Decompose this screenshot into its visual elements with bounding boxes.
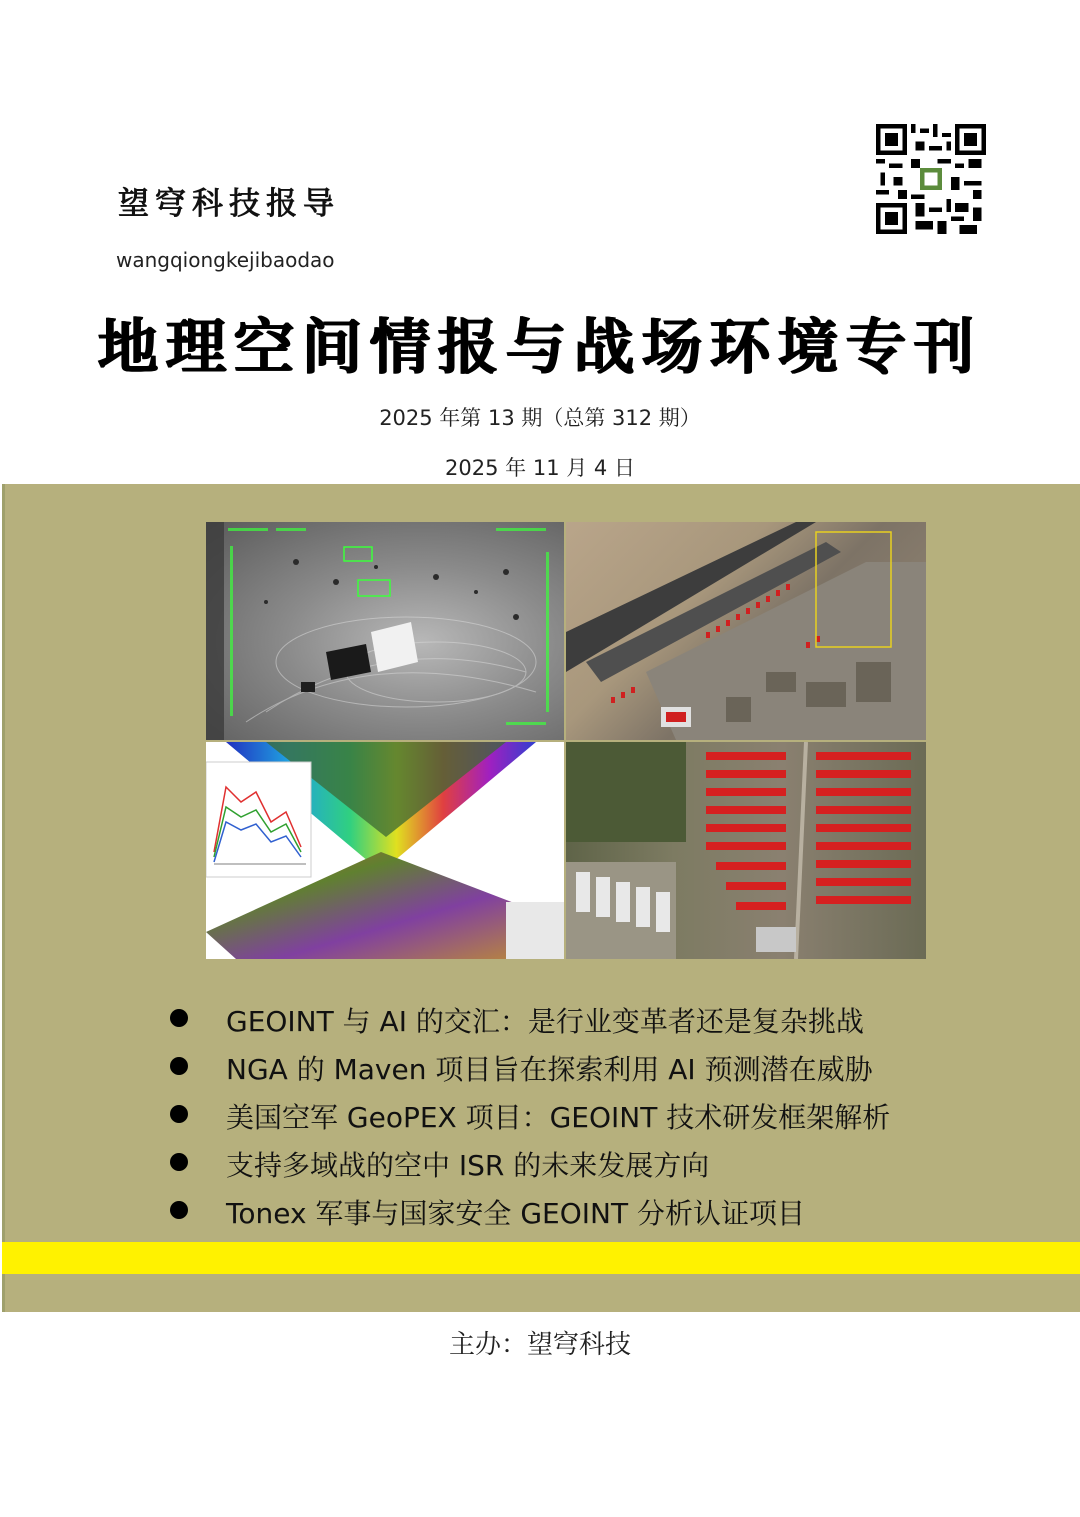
headline-item bbox=[170, 1186, 1030, 1234]
yellow-stripe bbox=[2, 1242, 1080, 1274]
issue-date: 2025 年 11 月 4 日 bbox=[445, 456, 635, 480]
bullet-icon bbox=[170, 1057, 188, 1075]
qr-code-icon bbox=[876, 124, 986, 234]
cover-content-band bbox=[2, 484, 1080, 1312]
hyperspectral-forest-image bbox=[206, 742, 564, 959]
bullet-icon bbox=[170, 1105, 188, 1123]
main-title: 地理空间情报与战场环境专刊 bbox=[98, 313, 982, 383]
satellite-airfield-image bbox=[566, 522, 926, 740]
headline-text: GEOINT 与 AI 的交汇：是行业变革者还是复杂挑战 bbox=[226, 1005, 864, 1038]
headline-item bbox=[170, 994, 1030, 1042]
headline-text: 美国空军 GeoPEX 项目：GEOINT 技术研发框架解析 bbox=[226, 1101, 891, 1134]
satellite-detection-image bbox=[566, 742, 926, 959]
publication-name: 望穹科技报导 bbox=[118, 186, 340, 222]
headline-text: 支持多域战的空中 ISR 的未来发展方向 bbox=[226, 1149, 710, 1182]
issue-number: 2025 年第 13 期（总第 312 期） bbox=[379, 406, 701, 430]
band-edge bbox=[2, 484, 5, 1312]
bullet-icon bbox=[170, 1201, 188, 1219]
headline-item bbox=[170, 1042, 1030, 1090]
headline-text: NGA 的 Maven 项目旨在探索利用 AI 预测潜在威胁 bbox=[226, 1053, 873, 1086]
cover-image-collage bbox=[206, 522, 926, 959]
publication-pinyin: wangqiongkejibaodao bbox=[116, 248, 335, 272]
headline-item bbox=[170, 1138, 1030, 1186]
bullet-icon bbox=[170, 1153, 188, 1171]
headline-list bbox=[170, 994, 1030, 1234]
thermal-drone-view-image bbox=[206, 522, 564, 740]
headline-item bbox=[170, 1090, 1030, 1138]
bullet-icon bbox=[170, 1009, 188, 1027]
sponsor-line: 主办：望穹科技 bbox=[448, 1330, 631, 1360]
headline-text: Tonex 军事与国家安全 GEOINT 分析认证项目 bbox=[226, 1197, 805, 1230]
